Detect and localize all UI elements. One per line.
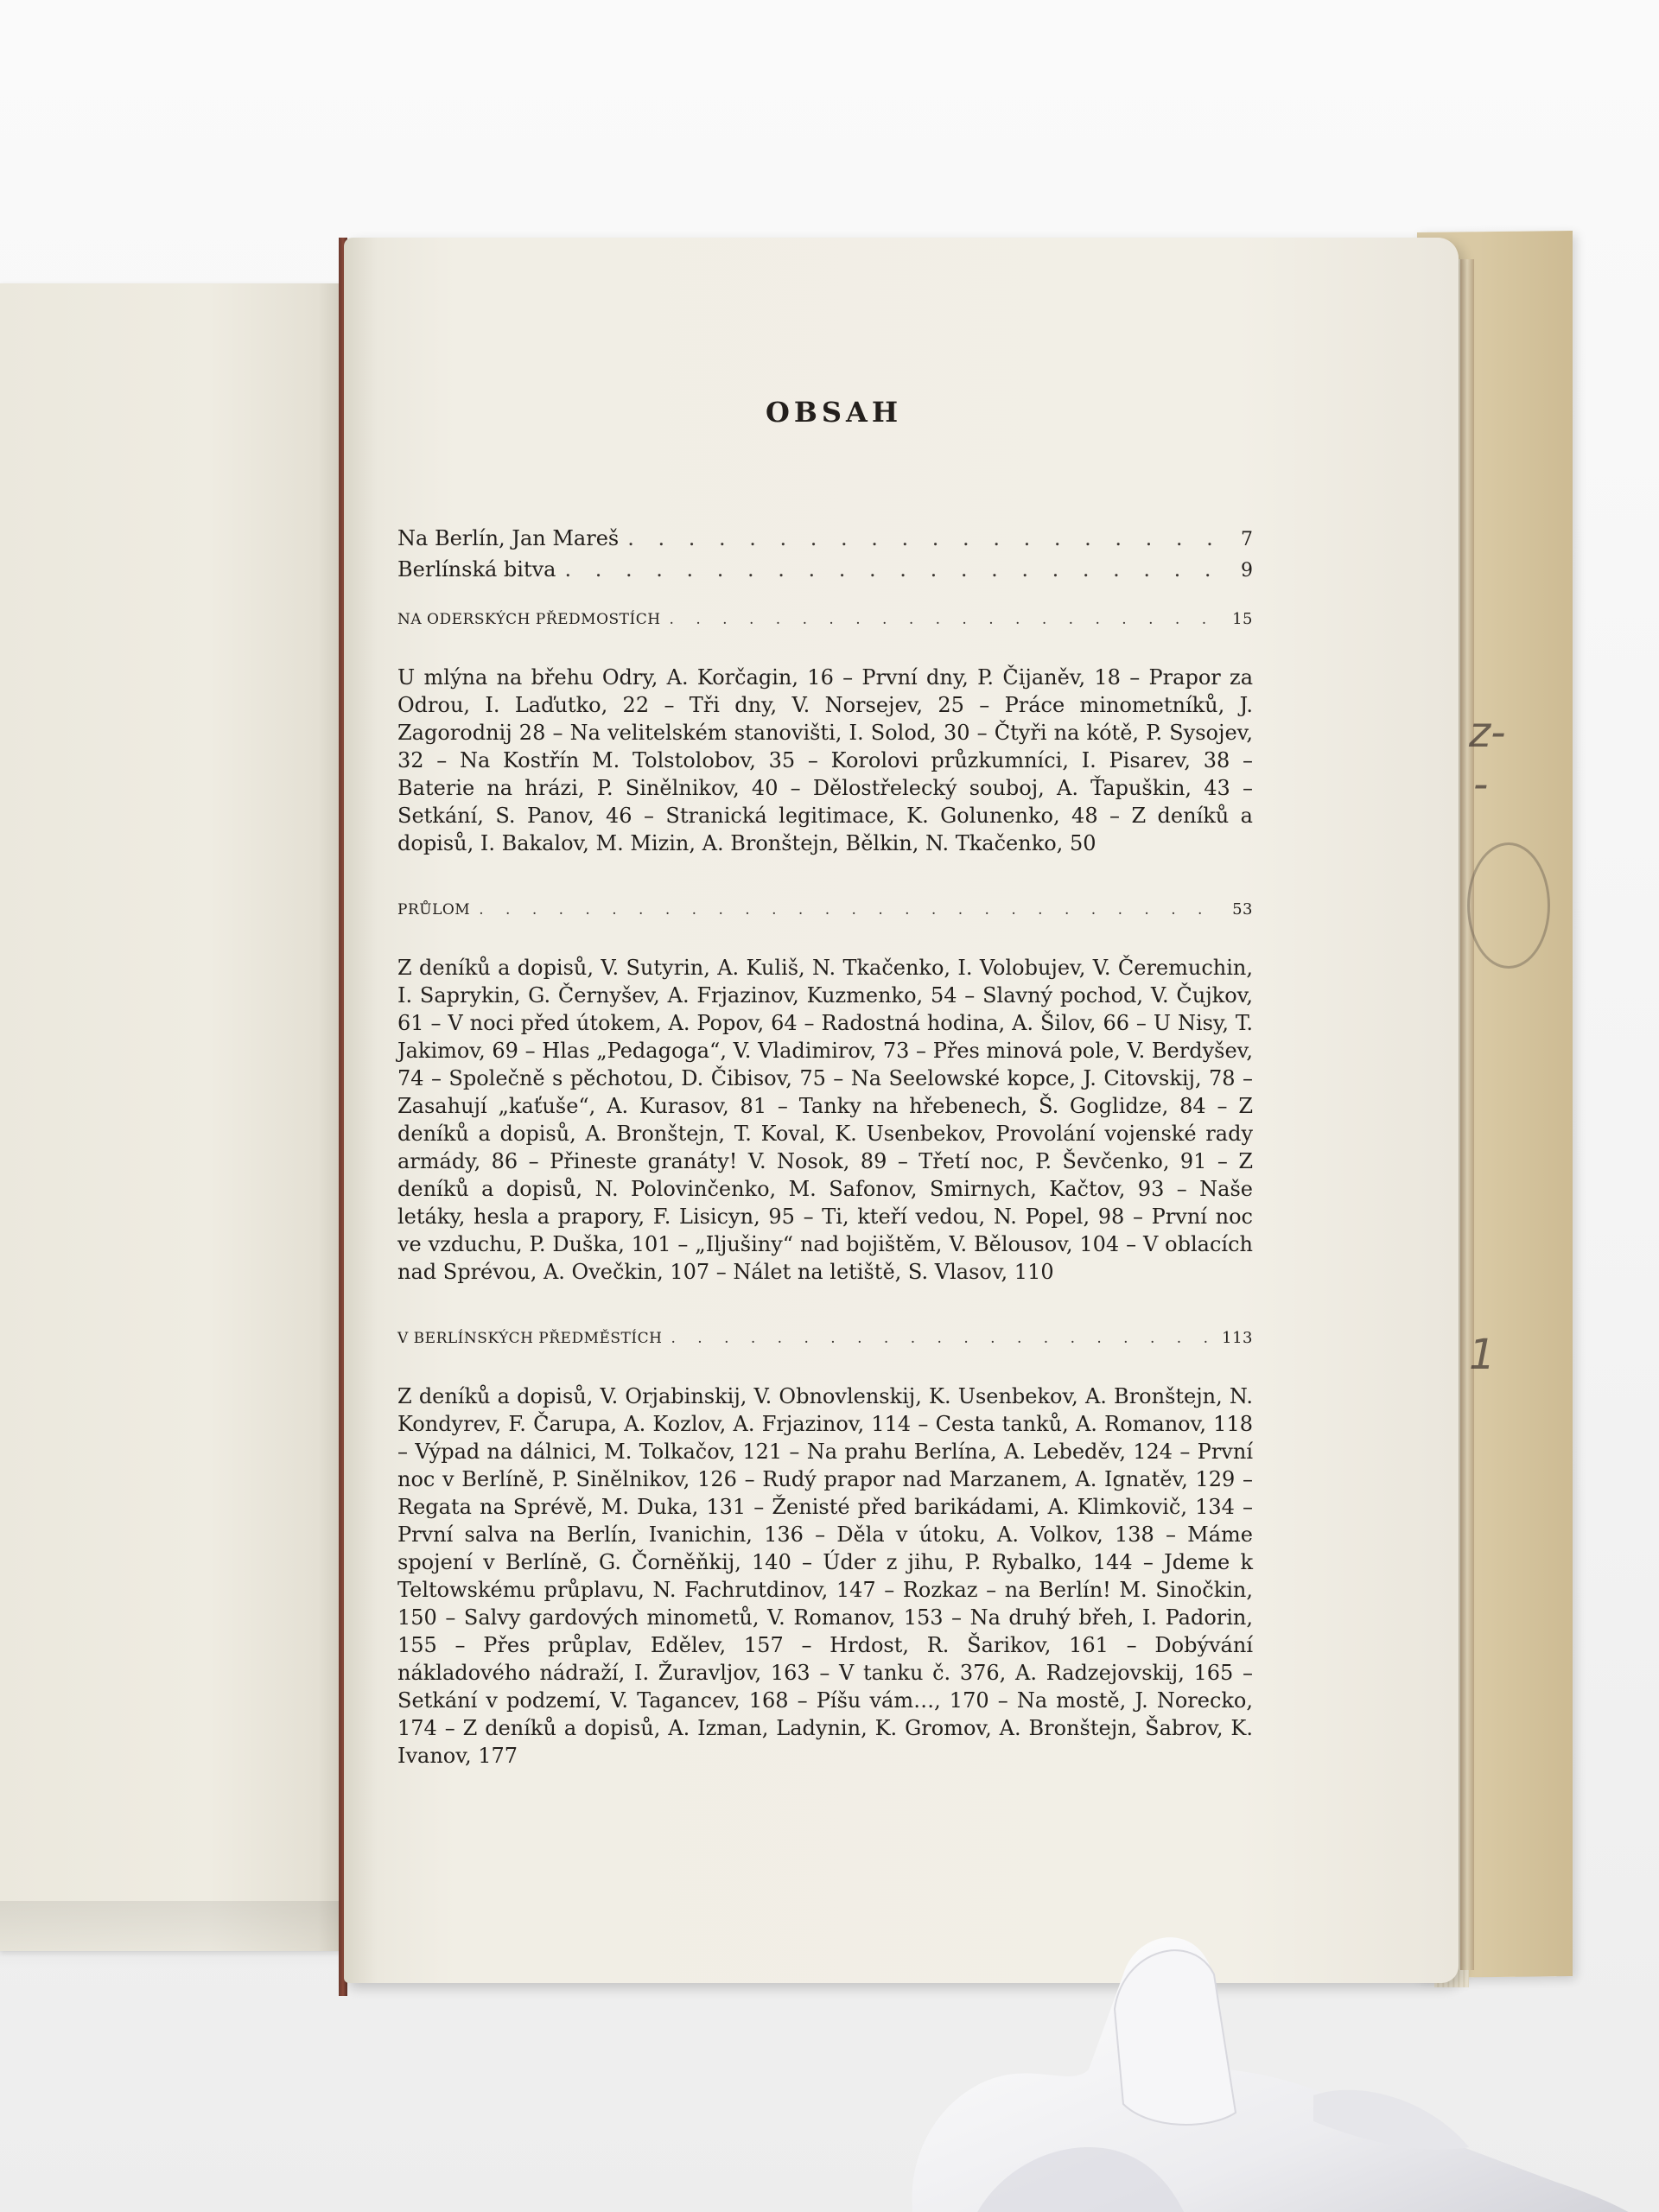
left-page: [0, 283, 346, 1951]
glove-finger: [1115, 1950, 1236, 2125]
table-of-contents: [397, 380, 1253, 1808]
cover-edge: [1460, 259, 1474, 1970]
toc-entry: [397, 524, 1253, 555]
toc-entry-label: Na Berlín, Jan Mareš: [397, 526, 620, 550]
section-heading-label: V BERLÍNSKÝCH PŘEDMĚSTÍCH: [397, 1330, 663, 1347]
section-contents: Z deníků a dopisů, V. Sutyrin, A. Kuliš, N. Tkačenko, I. Volobujev, V. Čeremuchin, I. Saprykin, G. Černyšev, A. Frjazinov, Kuzmenko, 54 – Slavný pochod, V. Čujkov, 61 – V noci před útokem, A. Popov, 64 – Radostná hodina, A. Šilov, 66 – U Nisy, T. Jakimov, 69 – Hlas „Pedagoga“, V. Vladimirov, 73 – Přes minová pole, V. Berdyšev, 74 – Společně s pěchotou, D. Čibisov, 75 – Na Seelowské kopce, J. Citovskij, 78 – Zasahují „kaťuše“, A. Kurasov, 81 – Tanky na hřebenech, Š. Goglidze, 84 – Z deníků a dopisů, A. Bronštejn, T. Koval, K. Usenbekov, Provolání vojenské rady armády, 86 – Přineste granáty! V. Nosok, 89 – Třetí noc, P. Ševčenko, 91 – Z deníků a dopisů, N. Polovinčenko, M. Safonov, Smirnych, Kačtov, 93 – Naše letáky, hesla a prapory, F. Lisicyn, 95 – Ti, kteří vedou, N. Popel, 98 – První noc ve vzduchu, P. Duška, 101 – „Iljušiny“ nad bojištěm, V. Bělousov, 104 – V oblacích nad Sprévou, A. Ovečkin, 107 – Nálet na letiště, S. Vlasov, 110: [397, 956, 1253, 1284]
section-heading-label: PRŮLOM: [397, 901, 471, 918]
toc-entry-label: Berlínská bitva: [397, 557, 556, 582]
gloved-hand: [864, 1871, 1659, 2212]
leader-dots: [564, 555, 1232, 584]
toc-entry: [397, 555, 1253, 586]
leader-dots: [627, 524, 1232, 553]
leader-dots: [671, 1324, 1213, 1353]
leader-dots: [479, 895, 1224, 925]
toc-entry-page: 7: [1241, 529, 1253, 550]
page-title: OBSAH: [765, 396, 903, 429]
section-heading-page: 15: [1232, 610, 1253, 628]
section-heading: [397, 1324, 1253, 1353]
cover-handwriting-mark: z-: [1469, 709, 1506, 757]
section-heading: [397, 895, 1253, 925]
leader-dots: [670, 605, 1224, 634]
cover-stamp-mark: [1467, 842, 1550, 969]
cover-handwriting-mark: -: [1473, 760, 1489, 809]
cover-handwriting-mark: 1: [1469, 1331, 1496, 1379]
toc-entry-page: 9: [1241, 560, 1253, 582]
section-heading-label: NA ODERSKÝCH PŘEDMOSTÍCH: [397, 611, 661, 628]
section-contents: Z deníků a dopisů, V. Orjabinskij, V. Obnovlenskij, K. Usenbekov, A. Bronštejn, N. Kondyrev, F. Čarupa, A. Kozlov, A. Frjazinov, 114 – Cesta tanků, A. Romanov, 118 – Výpad na dálnici, M. Tolkačov, 121 – Na prahu Berlína, A. Lebeděv, 124 – První noc v Berlíně, P. Sinělnikov, 126 – Rudý prapor nad Marzanem, A. Ignatěv, 129 – Regata na Sprévě, M. Duka, 131 – Ženisté před barikádami, A. Klimkovič, 134 – První salva na Berlín, Ivanichin, 136 – Děla v útoku, A. Volkov, 138 – Máme spojení v Berlíně, G. Čorněňkij, 140 – Úder z jihu, P. Rybalko, 144 – Jdeme k Teltowskému průplavu, N. Fachrutdinov, 147 – Rozkaz – na Berlín! M. Sinočkin, 150 – Salvy gardových minometů, V. Romanov, 153 – Na druhý břeh, I. Padorin, 155 – Přes průplav, Edělev, 157 – Hrdost, R. Šarikov, 161 – Dobývání nákladového nádraží, I. Žuravljov, 163 – V tanku č. 376, A. Radzejovskij, 165 – Setkání v podzemí, V. Tagancev, 168 – Píšu vám…, 170 – Na mostě, J. Norecko, 174 – Z deníků a dopisů, A. Izman, Ladynin, K. Gromov, A. Bronštejn, Šabrov, K. Ivanov, 177: [397, 1384, 1253, 1768]
intro-entries: [397, 524, 1253, 586]
section-heading: [397, 605, 1253, 634]
section-heading-page: 113: [1222, 1329, 1253, 1347]
section-contents: U mlýna na břehu Odry, A. Korčagin, 16 – První dny, P. Čijaněv, 18 – Prapor za Odrou, I. Laďutko, 22 – Tři dny, V. Norsejev, 25 – Práce minometníků, J. Zagorodnij 28 – Na velitelském stanovišti, I. Solod, 30 – Čtyři na kótě, P. Sysojev, 32 – Na Kostřín M. Tolstolobov, 35 – Korolovi průzkumníci, I. Pisarev, 38 – Baterie na hrázi, P. Sinělnikov, 40 – Dělostřelecký souboj, A. Ťapuškin, 43 – Setkání, S. Panov, 46 – Stranická legitimace, K. Golunenko, 48 – Z deníků a dopisů, I. Bakalov, M. Mizin, A. Bronštejn, Bělkin, N. Tkačenko, 50: [397, 665, 1253, 855]
section-heading-page: 53: [1232, 900, 1253, 918]
left-page-shadow: [0, 1901, 346, 1970]
